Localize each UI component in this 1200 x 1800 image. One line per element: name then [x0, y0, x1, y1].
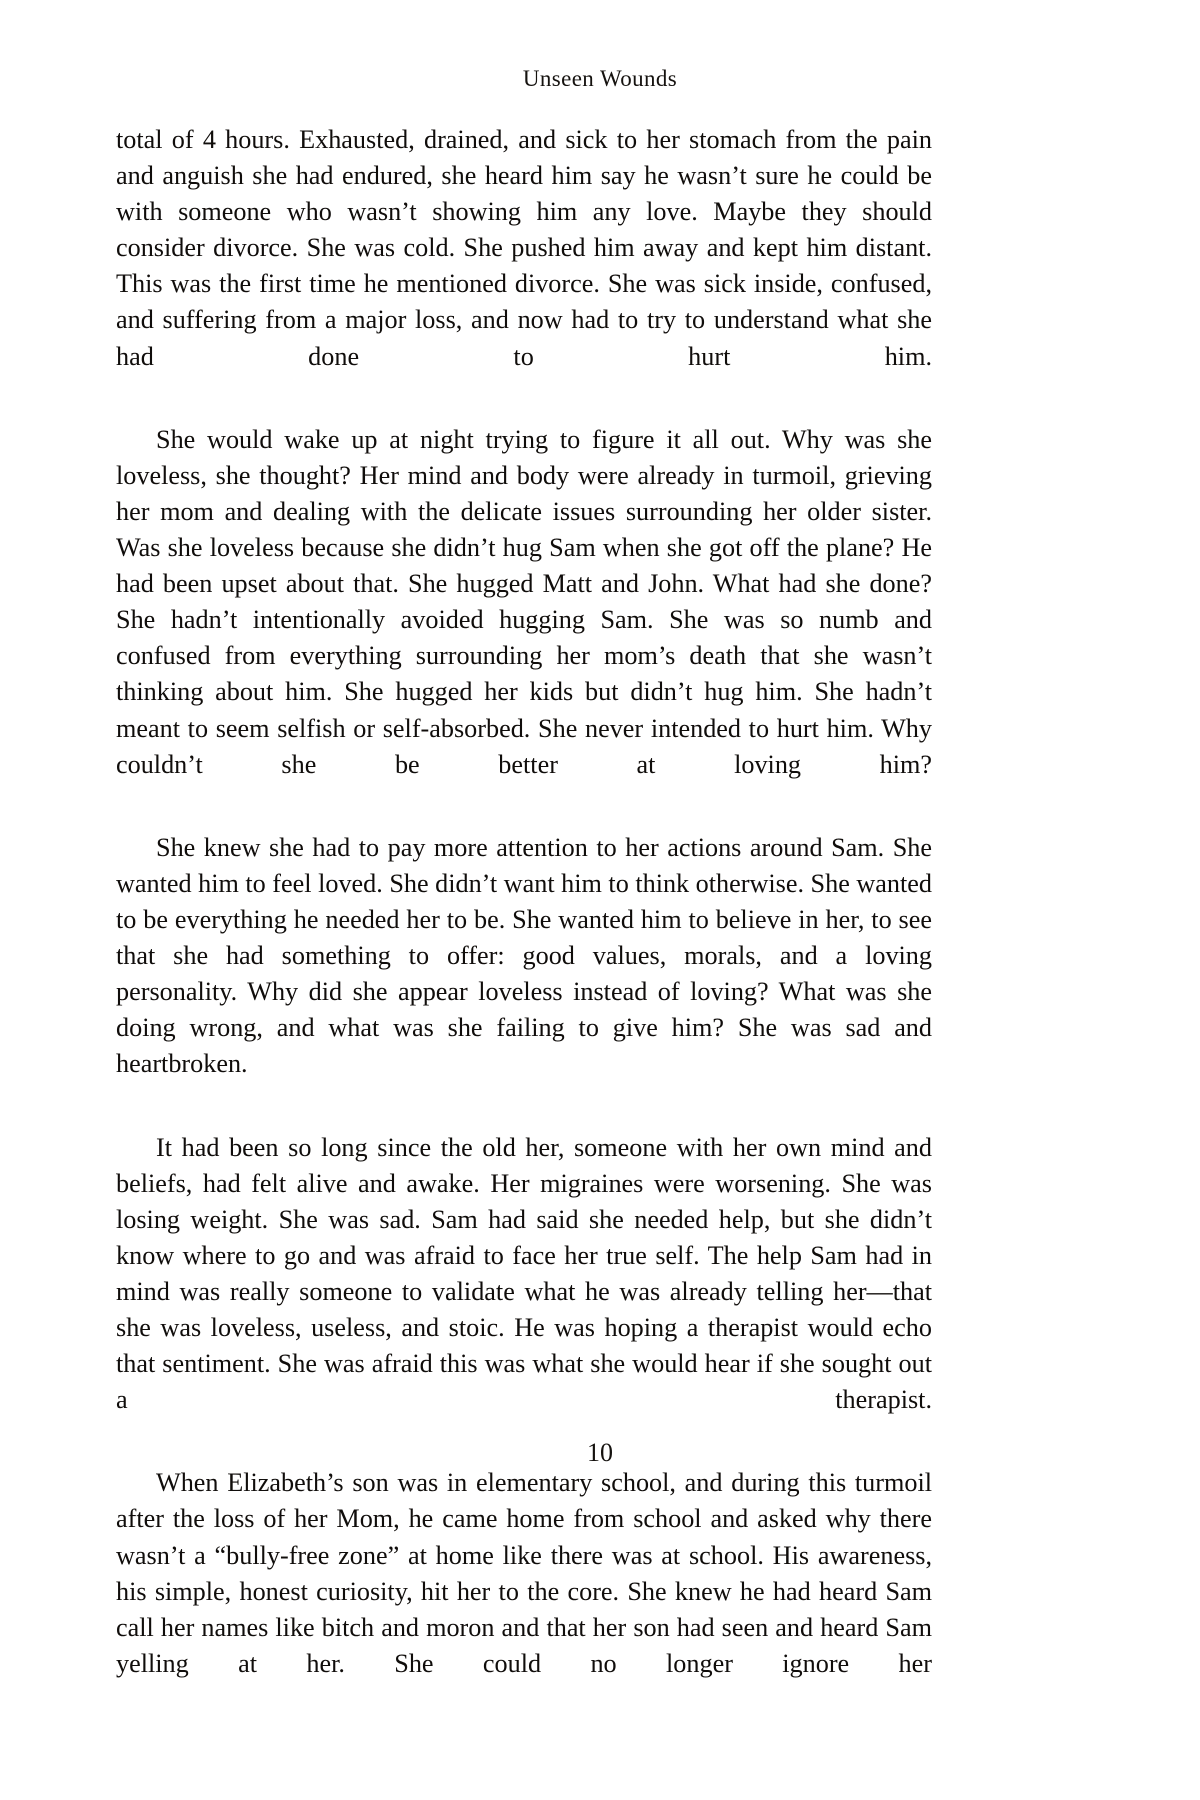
body-paragraph: total of 4 hours. Exhausted, drained, and sick to her stomach from the pain and anguish she had endured, she heard him say he wasn’t sure he could be with someone who wasn’t showing him any love. Maybe they should consider divorce. She was cold. She pushed him away and kept him distant. This was the first time he mentioned divorce. She was sick inside, confused, and suffering from a major loss, and now had to try to understand what she had done to hurt him. — [116, 125, 932, 371]
body-text-column — [116, 122, 932, 1718]
body-paragraph: When Elizabeth’s son was in elementary school, and during this turmoil after the loss of her Mom, he came home from school and asked why there wasn’t a “bully-free zone” at home like there was at school. His awareness, his simple, honest curiosity, hit her to the core. She knew he had heard Sam call her names like bitch and moron and that her son had seen and heard Sam yelling at her. She could no longer ignore her — [116, 1468, 932, 1678]
body-paragraph: She would wake up at night trying to figure it all out. Why was she loveless, she thought? Her mind and body were already in turmoil, grieving her mom and dealing with the delicate issues surrounding her older sister. Was she loveless because she didn’t hug Sam when she got off the plane? He had been upset about that. She hugged Matt and John. What had she done? She hadn’t intentionally avoided hugging Sam. She was so numb and confused from everything surrounding her mom’s death that she wasn’t thinking about him. She hugged her kids but didn’t hug him. She hadn’t meant to seem selfish or self-absorbed. She never intended to hurt him. Why couldn’t she be better at loving him? — [116, 424, 932, 779]
body-paragraph: She knew she had to pay more attention to her actions around Sam. She wanted him to feel loved. She didn’t want him to think otherwise. She wanted to be everything he needed her to be. She wanted him to believe in her, to see that she had something to offer: good values, morals, and a loving personality. Why did she appear loveless instead of loving? What was she doing wrong, and what was she failing to give him? She was sad and heartbroken. — [116, 832, 932, 1079]
body-paragraph: It had been so long since the old her, someone with her own mind and beliefs, had felt alive and awake. Her migraines were worsening. She was losing weight. She was sad. Sam had said she needed help, but she didn’t know where to go and was afraid to face her true self. The help Sam had in mind was really someone to validate what he was already telling her—that she was loveless, useless, and stoic. He was hoping a therapist would echo that sentiment. She was afraid this was what she would hear if she sought out a therapist. — [116, 1132, 932, 1415]
page-number-folio: 10 — [587, 1438, 613, 1467]
running-head-title: Unseen Wounds — [522, 66, 678, 91]
